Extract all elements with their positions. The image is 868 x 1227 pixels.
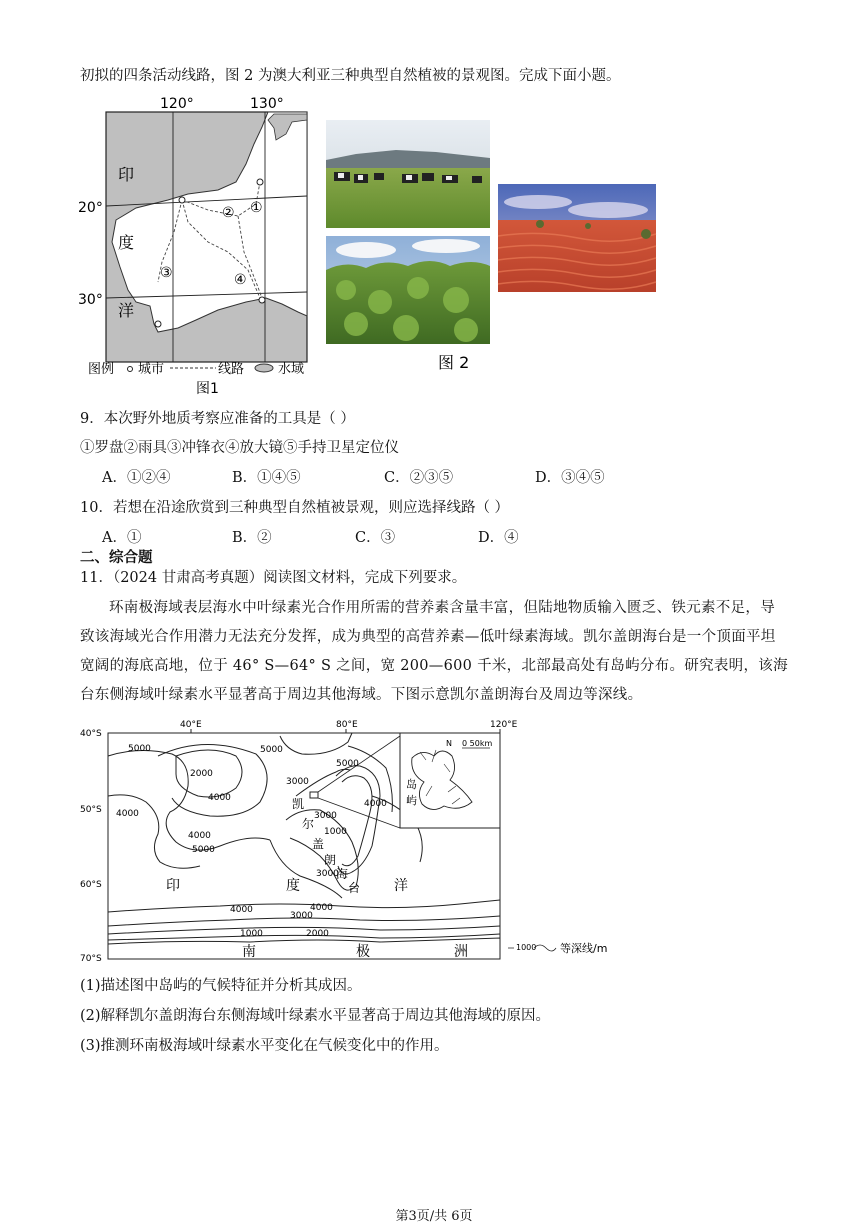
contour-label: 1000 [324,827,347,837]
city-marker [155,321,161,327]
q10-option-c[interactable]: C．③ [355,530,396,546]
route-label: ③ [160,265,173,281]
plateau-label: 朗 [324,853,337,867]
contour-label: 3000 [314,811,337,821]
ocean-label: 洋 [118,301,135,320]
contour-label: 5000 [260,745,283,755]
figure-2-photos [326,120,658,370]
route-label: ④ [234,272,247,288]
q10-option-a[interactable]: A．① [102,530,142,546]
legend-water: 水域 [278,362,305,377]
plateau-label: 凯 [292,797,305,811]
legend-value: 1000 [516,943,537,952]
route-label: ② [222,205,235,221]
continent-label: 南 [242,944,256,960]
lat-label: 40°S [80,729,102,739]
q11-stem: 11．（2024 甘肃高考真题）阅读图文材料，完成下列要求。 [80,570,467,586]
lat-label: 70°S [80,954,102,964]
continent-label: 极 [356,944,370,960]
kerguelen-bathymetry-map [80,716,616,964]
contour-label: 4000 [310,903,333,913]
city-marker [179,197,185,203]
q11-sub2: (2)解释凯尔盖朗海台东侧海域叶绿素水平显著高于周边其他海域的原因。 [80,1008,551,1024]
q9-stem: 9．本次野外地质考察应准备的工具是（ ） [80,411,355,427]
photo-pasture [326,120,490,228]
lat-label: 30° [78,292,103,308]
sea-label: 度 [286,878,300,894]
figure-1-caption: 图1 [196,381,219,397]
contour-label: 2000 [306,929,329,939]
ocean-label: 度 [118,233,135,252]
contour-label: 2000 [190,769,213,779]
route-label: ① [250,200,263,216]
q11-sub3: (3)推测环南极海域叶绿素水平变化在气候变化中的作用。 [80,1038,449,1054]
inset-scale: 0 50km [462,739,493,748]
q9-option-d[interactable]: D．③④⑤ [535,470,605,486]
plateau-label: 盖 [312,837,325,851]
intro-text: 初拟的四条活动线路，图 2 为澳大利亚三种典型自然植被的景观图。完成下面小题。 [80,68,621,84]
lon-label: 40°E [180,720,202,730]
sea-label: 印 [166,878,180,894]
legend-city: 城市 [138,362,165,377]
city-marker [259,297,265,303]
q11-sub1: (1)描述图中岛屿的气候特征并分析其成因。 [80,978,362,994]
plateau-label: 尔 [302,817,315,831]
q10-option-d[interactable]: D．④ [478,530,519,546]
lat-label: 20° [78,200,103,216]
page-footer: 第3页/共 6页 [395,1209,473,1224]
q9-items: ①罗盘②雨具③冲锋衣④放大镜⑤手持卫星定位仪 [80,440,399,456]
sea-label: 洋 [394,878,408,894]
lat-label: 60°S [80,880,102,890]
q11-paragraph: 环南极海域表层海水中叶绿素光合作用所需的营养素含量丰富，但陆地物质输入匮乏、铁元素不足，导致该海域光合作用潜力无法充分发挥，成为典型的高营养素—低叶绿素海域。凯尔盖朗海台是一个顶面平坦宽阔的海底高地，位于 46° S—64° S 之间，宽 200—600 千米，北部最高处有岛屿分布。研究表明，该海台东侧海域叶绿素水平显著高于周边其他海域。下图示意凯尔盖朗海台及周边等深线。 [80,600,788,703]
plateau-label: 台 [348,881,361,895]
contour-label: 4000 [364,799,387,809]
contour-label: 4000 [188,831,211,841]
q9-option-c[interactable]: C．②③⑤ [384,470,454,486]
contour-label: 5000 [128,744,151,754]
q10-stem: 10．若想在沿途欣赏到三种典型自然植被景观，则应选择线路（ ） [80,500,510,516]
ocean-label: 印 [118,165,135,184]
continent-label: 洲 [454,944,468,960]
contour-label: 4000 [230,905,253,915]
inset-north: N [446,739,452,748]
legend-title: 图例 [88,362,115,377]
figure-1-map [78,92,318,402]
contour-label: 4000 [208,793,231,803]
section-heading: 二、综合题 [80,549,153,566]
contour-label: 3000 [290,911,313,921]
lon-label: 120° [160,96,194,112]
q9-option-a[interactable]: A．①②④ [102,470,171,486]
contour-label: 5000 [336,759,359,769]
figure-2-caption: 图 2 [438,353,470,370]
lon-label: 130° [250,96,284,112]
lon-label: 80°E [336,720,358,730]
lon-label: 120°E [490,720,518,730]
photo-desert [498,184,656,292]
legend-route: 线路 [218,362,245,377]
contour-label: 3000 [316,869,339,879]
q9-option-b[interactable]: B．①④⑤ [232,470,301,486]
inset-island-label: 屿 [406,794,417,807]
inset-island-label: 岛 [406,778,417,791]
contour-label: 1000 [240,929,263,939]
contour-label: 4000 [116,809,139,819]
city-marker [257,179,263,185]
contour-label: 3000 [286,777,309,787]
contour-legend: 等深线/m [560,942,608,955]
q10-option-b[interactable]: B．② [232,530,272,546]
contour-label: 5000 [192,845,215,855]
plateau-label: 海 [336,867,349,881]
photo-rainforest [326,236,490,344]
lat-label: 50°S [80,805,102,815]
